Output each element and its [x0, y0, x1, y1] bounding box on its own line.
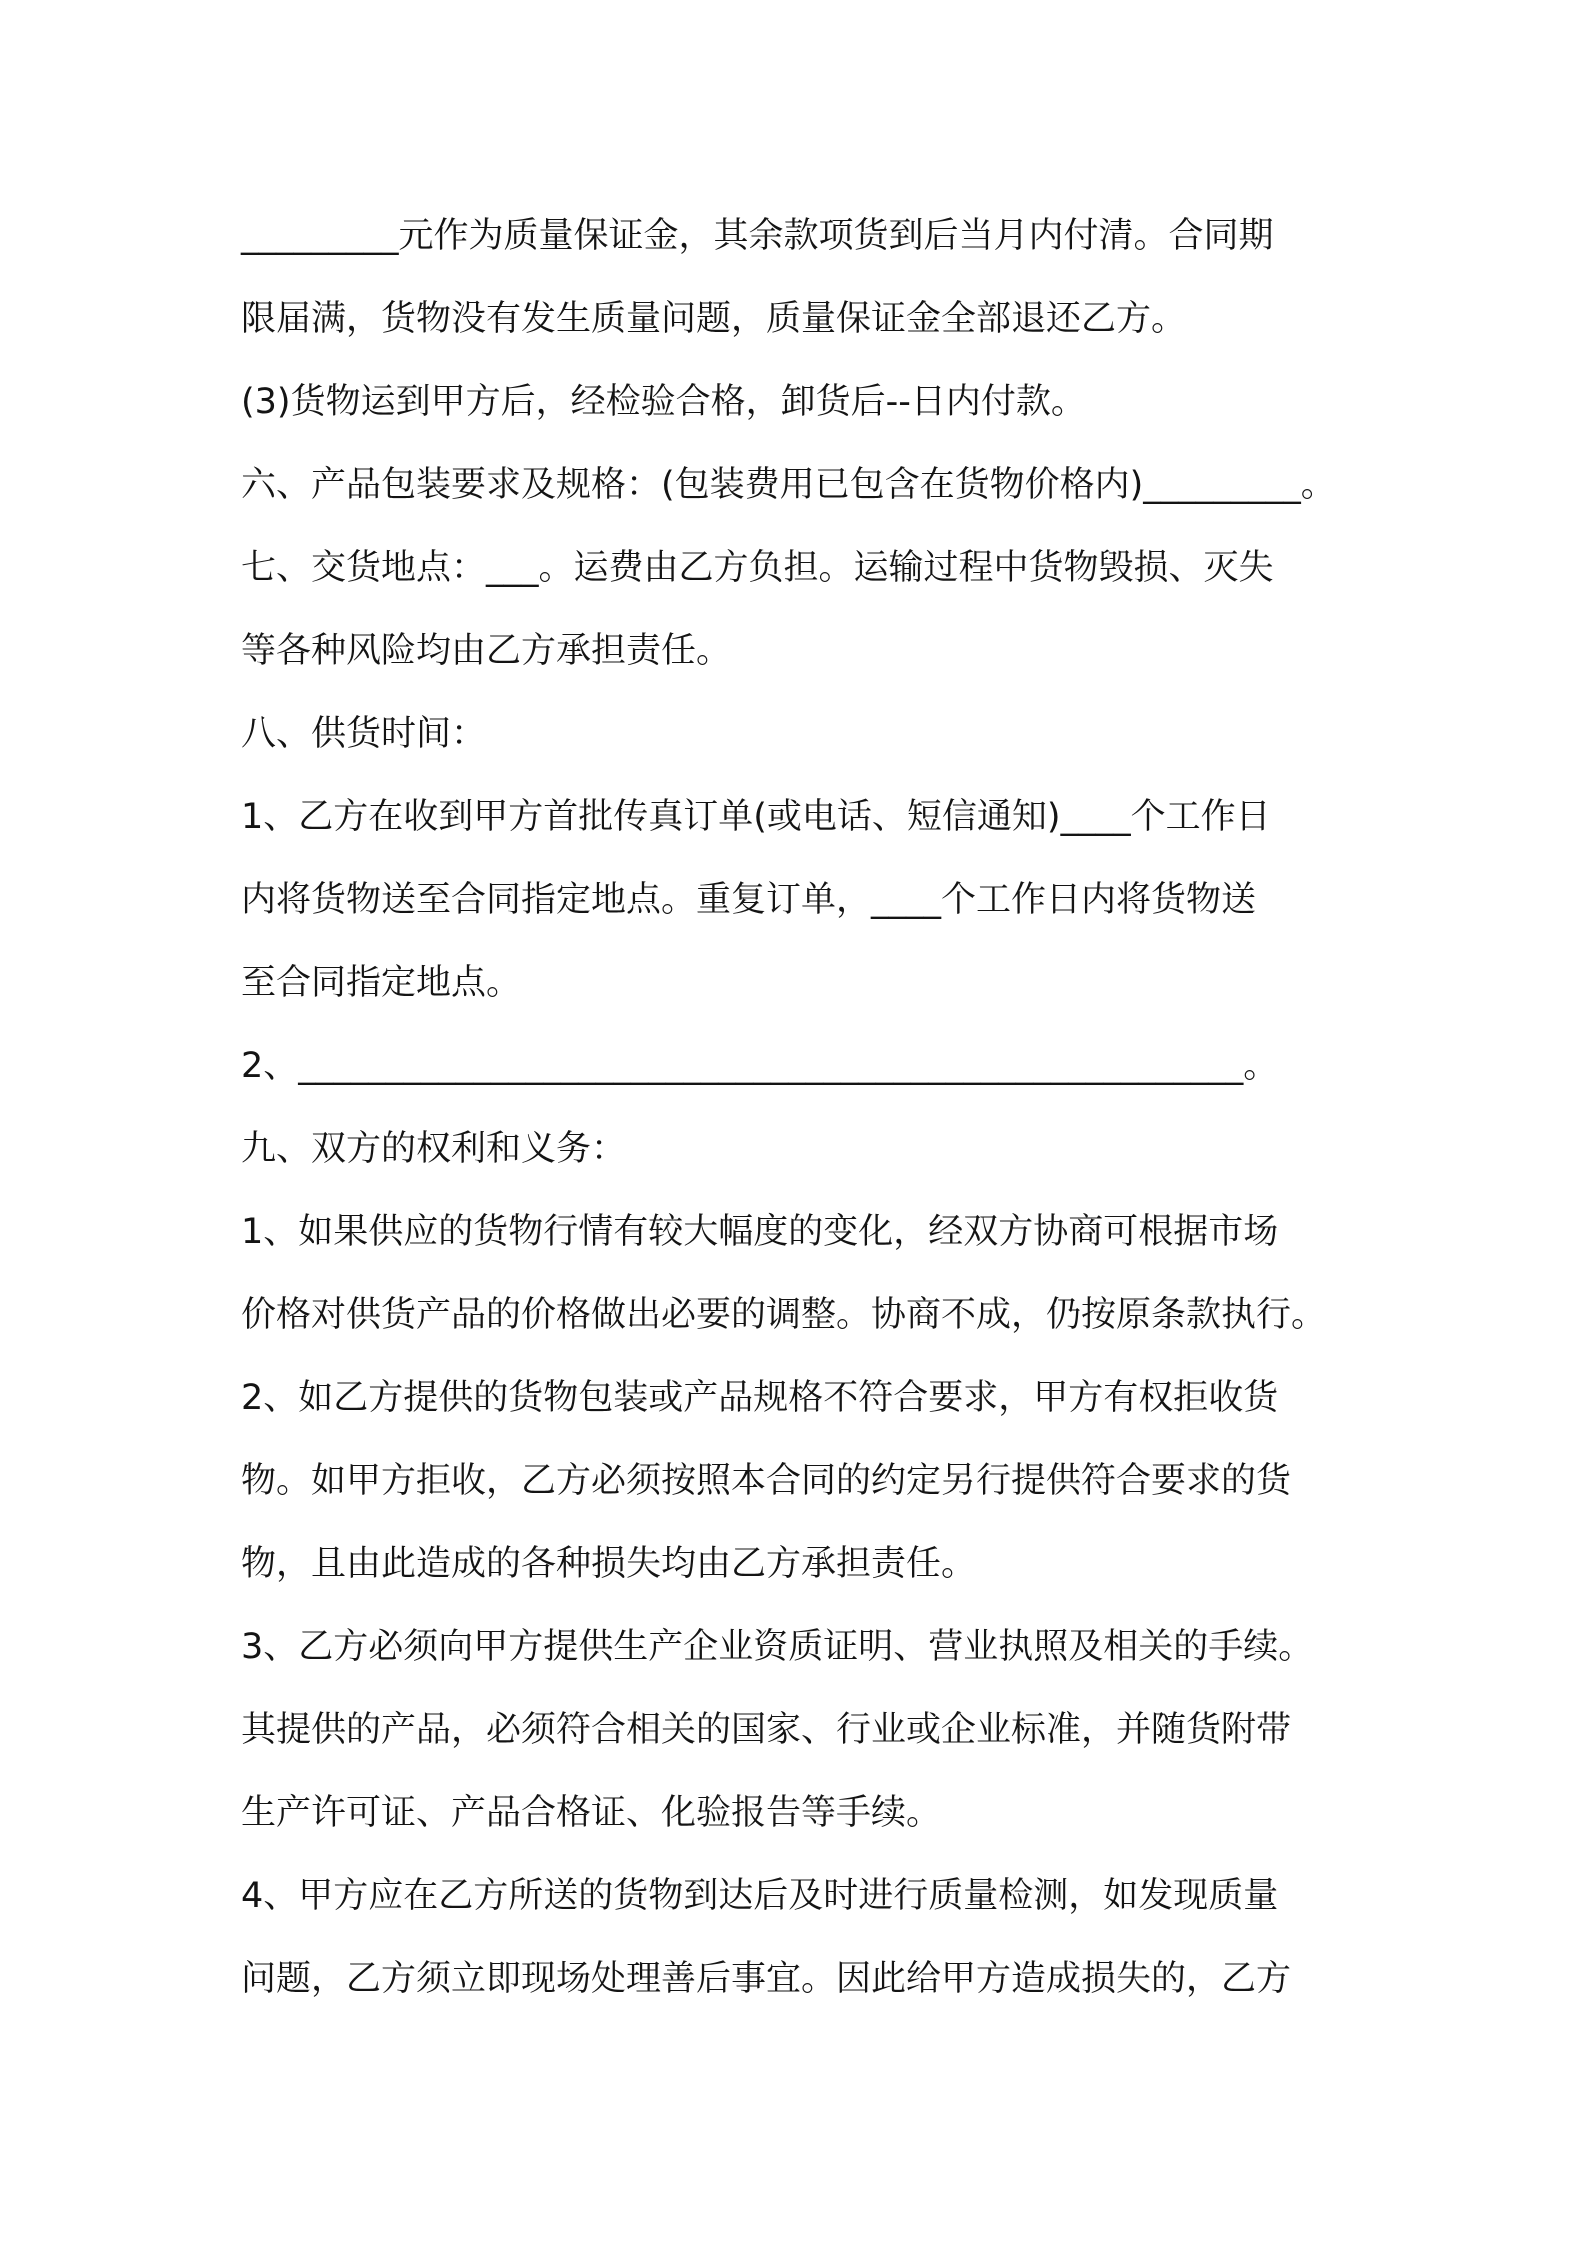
contract-text-block [241, 195, 1381, 2021]
text-line: 物。如甲方拒收，乙方必须按照本合同的约定另行提供符合要求的货 [241, 1461, 1292, 1501]
section-heading: 八、供货时间： [241, 714, 487, 754]
text-line: 2、______________________________________________________。 [241, 1046, 1279, 1086]
text-line: 等各种风险均由乙方承担责任。 [241, 631, 732, 671]
text-line: 限届满，货物没有发生质量问题，质量保证金全部退还乙方。 [241, 299, 1187, 339]
text-line: 3、乙方必须向甲方提供生产企业资质证明、营业执照及相关的手续。 [241, 1627, 1314, 1667]
text-line: 内将货物送至合同指定地点。重复订单，____个工作日内将货物送 [241, 880, 1257, 920]
text-line: 物，且由此造成的各种损失均由乙方承担责任。 [241, 1544, 977, 1584]
text-line: 问题，乙方须立即现场处理善后事宜。因此给甲方造成损失的，乙方 [241, 1959, 1292, 1999]
text-line: 六、产品包装要求及规格：(包装费用已包含在货物价格内)_________。 [241, 465, 1336, 505]
text-line: 价格对供货产品的价格做出必要的调整。协商不成，仍按原条款执行。 [241, 1295, 1327, 1335]
text-line: 至合同指定地点。 [241, 963, 522, 1003]
text-line: 1、乙方在收到甲方首批传真订单(或电话、短信通知)____个工作日 [241, 797, 1271, 837]
text-line: 生产许可证、产品合格证、化验报告等手续。 [241, 1793, 942, 1833]
text-line: 2、如乙方提供的货物包装或产品规格不符合要求，甲方有权拒收货 [241, 1378, 1279, 1418]
text-line: _________元作为质量保证金，其余款项货到后当月内付清。合同期 [241, 216, 1274, 256]
section-heading: 九、双方的权利和义务： [241, 1129, 627, 1169]
text-line: (3)货物运到甲方后，经检验合格，卸货后--日内付款。 [241, 382, 1086, 422]
text-line: 4、甲方应在乙方所送的货物到达后及时进行质量检测，如发现质量 [241, 1876, 1279, 1916]
text-line: 1、如果供应的货物行情有较大幅度的变化，经双方协商可根据市场 [241, 1212, 1279, 1252]
text-line: 七、交货地点：___。运费由乙方负担。运输过程中货物毁损、灭失 [241, 548, 1274, 588]
text-line: 其提供的产品，必须符合相关的国家、行业或企业标准，并随货附带 [241, 1710, 1292, 1750]
